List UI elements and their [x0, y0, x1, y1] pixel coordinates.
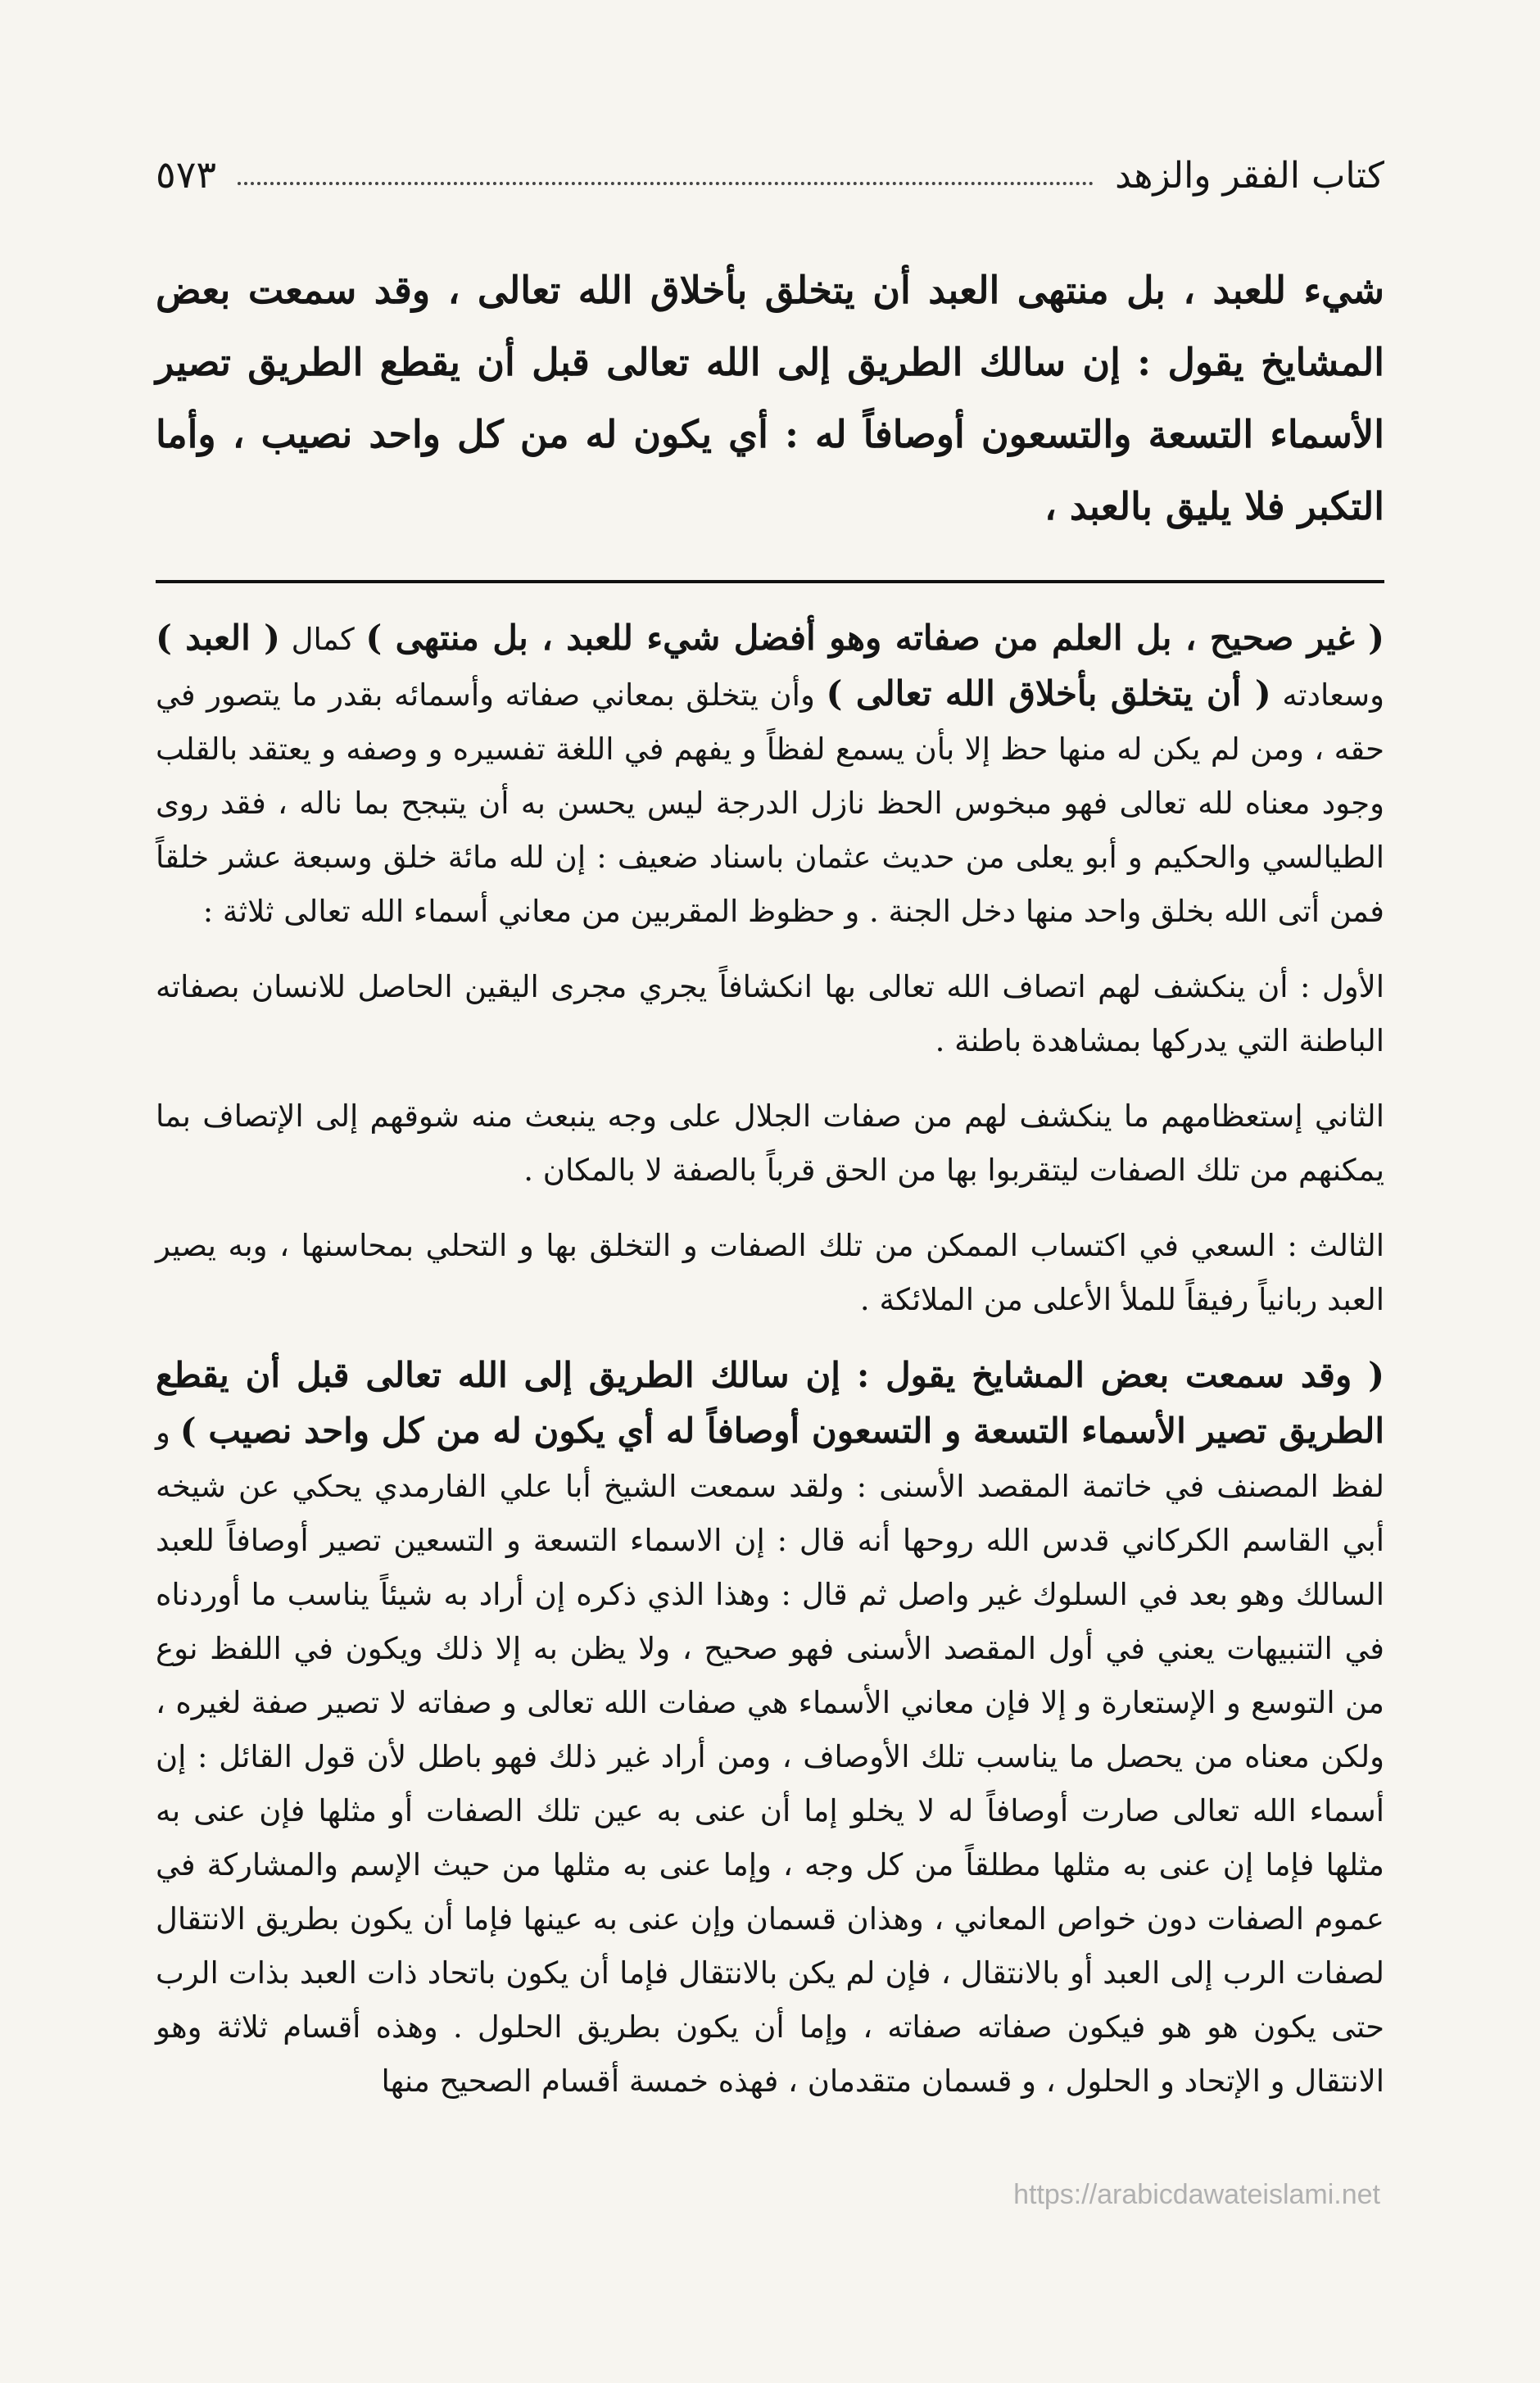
page-header [156, 131, 1384, 197]
main-text [156, 254, 1384, 542]
quoted-text: ( العبد ) [156, 618, 281, 658]
quoted-text: ( غير صحيح ، بل العلم من صفاته وهو أفضل شيء للعبد ، بل منتهى ) [365, 618, 1384, 658]
main-text-paragraph: شيء للعبد ، بل منتهى العبد أن يتخلق بأخلاق الله تعالى ، وقد سمعت بعض المشايخ يقول : إن سالك الطريق إلى الله تعالى قبل أن يقطع الطريق تصير الأسماء التسعة والتسعون أوصافاً له : أي يكون له من كل واحد نصيب ، وأما التكبر فلا يليق بالعبد ، [156, 268, 1384, 528]
header-dotted-leader [238, 182, 1094, 185]
quoted-text: ( أن يتخلق بأخلاق الله تعالى ) [826, 673, 1271, 714]
commentary-paragraph-3: الثاني إستعظامهم ما ينكشف لهم من صفات الجلال على وجه ينبعث منه شوقهم إلى الإتصاف بما يمكنهم من تلك الصفات ليتقربوا بها من الحق قرباً بالصفة لا بالمكان . [156, 1099, 1384, 1188]
commentary-paragraph-5 [156, 1348, 1384, 2109]
page-number: ٥٧٣ [156, 152, 217, 197]
watermark-url: https://arabicdawateislami.net [1013, 2179, 1380, 2210]
commentary-paragraph-4: الثالث : السعي في اكتساب الممكن من تلك الصفات و التخلق بها و التحلي بمحاسنها ، وبه يصير العبد ربانياً رفيقاً للملأ الأعلى من الملائكة . [156, 1228, 1384, 1317]
commentary-text: وأن يتخلق بمعاني صفاته وأسمائه بقدر ما يتصور في حقه ، ومن لم يكن له منها حظ إلا بأن يسمع لفظاً و يفهم في اللغة تفسيره و وصفه و يعتقد بالقلب وجود معناه لله تعالى فهو مبخوس الحظ نازل الدرجة ليس يحسن به أن يتبجح بما ناله ، فقد روى الطيالسي والحكيم و أبو يعلى من حديث عثمان باسناد ضعيف : إن لله مائة خلق وسبعة عشر خلقاً فمن أتى الله بخلق واحد منها دخل الجنة . و حظوظ المقربين من معاني أسماء الله تعالى ثلاثة : [156, 677, 1384, 929]
commentary-text: كمال [280, 622, 366, 657]
running-title: كتاب الفقر والزهد [1115, 155, 1384, 197]
commentary [156, 611, 1384, 2109]
quoted-text: ( وقد سمعت بعض المشايخ يقول : إن سالك الطريق إلى الله تعالى قبل أن يقطع الطريق تصير الأسماء التسعة و التسعون أوصافاً له أي يكون له من كل واحد نصيب ) [156, 1355, 1384, 1451]
commentary-paragraph-1 [156, 611, 1384, 939]
commentary-paragraph-2: الأول : أن ينكشف لهم اتصاف الله تعالى بها انكشافاً يجري مجرى اليقين الحاصل للانسان بصفاته الباطنة التي يدركها بمشاهدة باطنة . [156, 969, 1384, 1058]
book-page [156, 131, 1384, 2109]
commentary-text: و لفظ المصنف في خاتمة المقصد الأسنى : ولقد سمعت الشيخ أبا علي الفارمدي يحكي عن شيخه أبي القاسم الكركاني قدس الله روحها أنه قال : إن الاسماء التسعة و التسعين تصير أوصافاً للعبد السالك وهو بعد في السلوك غير واصل ثم قال : وهذا الذي ذكره إن أراد به شيئاً يناسب ما أوردناه في التنبيهات يعني في أول المقصد الأسنى فهو صحيح ، ولا يظن به إلا ذلك ويكون في اللفظ نوع من التوسع و الإستعارة و إلا فإن معاني الأسماء هي صفات الله تعالى و صفاته لا تصير صفة لغيره ، ولكن معناه من يحصل ما يناسب تلك الأوصاف ، ومن أراد غير ذلك فهو باطل لأن قول القائل : إن أسماء الله تعالى صارت أوصافاً له لا يخلو إما أن عنى به عين تلك الصفات أو مثلها فإن عنى به مثلها فإما إن عنى به مثلها مطلقاً من كل وجه ، وإما عنى به مثلها من حيث الإسم والمشاركة في عموم الصفات دون خواص المعاني ، وهذان قسمان وإن عنى به عينها فإما أن يكون بطريق الانتقال لصفات الرب إلى العبد أو بالانتقال ، فإن لم يكن بالانتقال فإما أن يكون باتحاد ذات العبد بذات الرب حتى يكون هو هو فيكون صفاته صفاته ، وإما أن يكون بطريق الحلول . وهذه أقسام ثلاثة وهو الانتقال و الإتحاد و الحلول ، و قسمان متقدمان ، فهذه خمسة أقسام الصحيح منها [156, 1415, 1384, 2099]
commentary-divider [156, 580, 1384, 583]
commentary-text: وسعادته [1270, 677, 1384, 713]
